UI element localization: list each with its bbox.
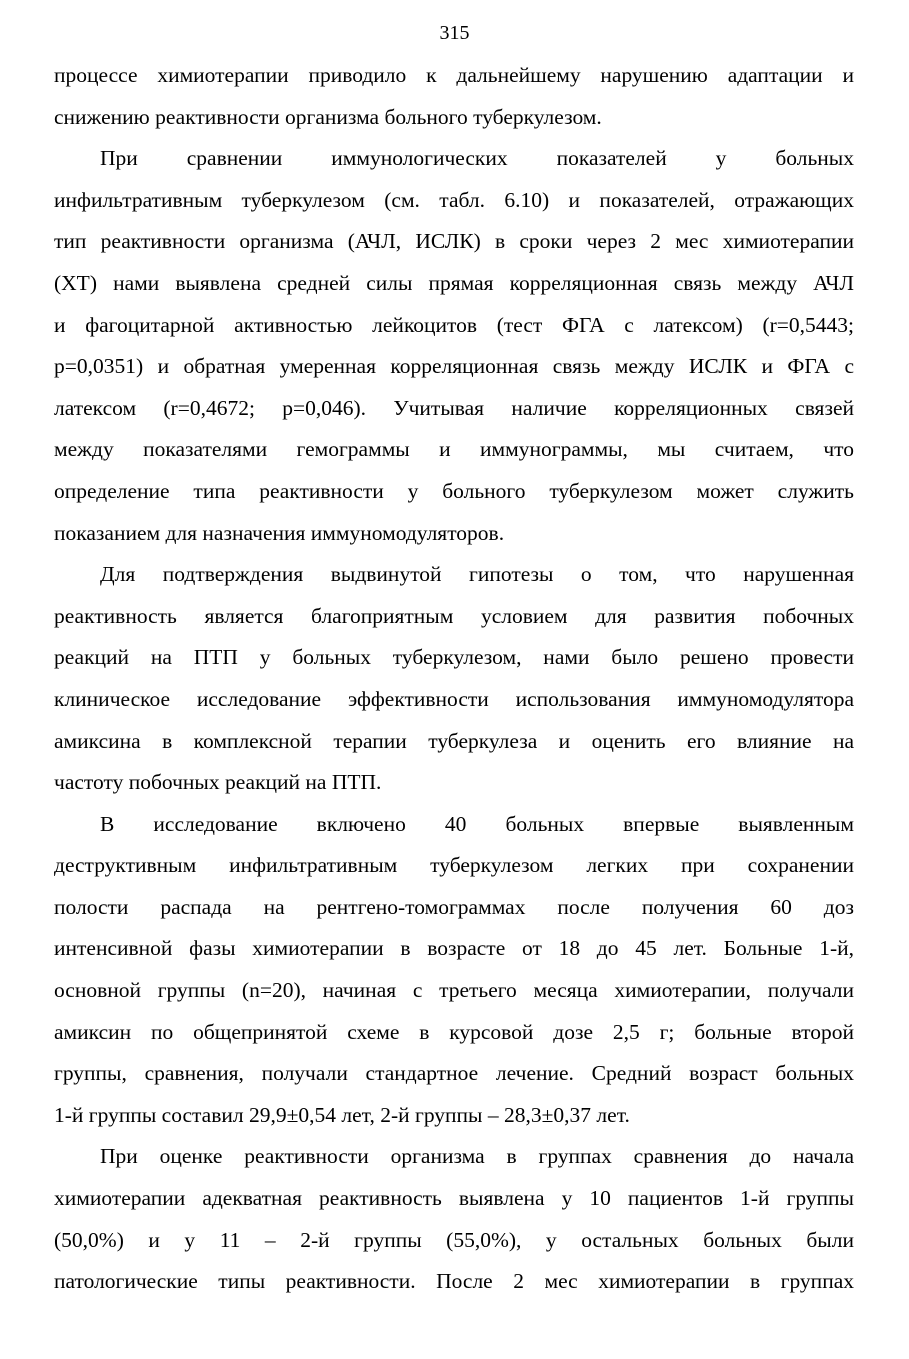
text-line: реакций на ПТП у больных туберкулезом, нами было решено провести — [54, 645, 854, 670]
text-line: инфильтративным туберкулезом (см. табл. 6.10) и показателей, отражающих — [54, 187, 854, 212]
text-line: между показателями гемограммы и иммунограммы, мы считаем, что — [54, 437, 854, 462]
text-line: При оценке реактивности организма в группах сравнения до начала — [100, 1144, 854, 1169]
text-line: химиотерапии адекватная реактивность выявлена у 10 пациентов 1-й группы — [54, 1186, 854, 1211]
text-line: полости распада на рентгено-томограммах после получения 60 доз — [54, 894, 854, 919]
text-line: 1-й группы составил 29,9±0,54 лет, 2-й группы – 28,3±0,37 лет. — [54, 1102, 630, 1127]
text-line: реактивность является благоприятным условием для развития побочных — [54, 603, 854, 628]
text-line: амиксин по общепринятой схеме в курсовой дозе 2,5 г; больные второй — [54, 1019, 854, 1044]
text-line: деструктивным инфильтративным туберкулезом легких при сохранении — [54, 853, 854, 878]
text-line: клиническое исследование эффективности использования иммуномодулятора — [54, 686, 854, 711]
text-line: (50,0%) и у 11 – 2-й группы (55,0%), у остальных больных были — [54, 1227, 854, 1252]
text-line: показанием для назначения иммуномодуляторов. — [54, 520, 505, 545]
text-line: и фагоцитарной активностью лейкоцитов (тест ФГА с латексом) (r=0,5443; — [54, 312, 854, 337]
text-line: частоту побочных реакций на ПТП. — [54, 770, 382, 795]
text-line: основной группы (n=20), начиная с третьего месяца химиотерапии, получали — [54, 978, 854, 1003]
text-line: определение типа реактивности у больного туберкулезом может служить — [54, 478, 854, 503]
text-line: латексом (r=0,4672; p=0,046). Учитывая наличие корреляционных связей — [54, 395, 854, 420]
body-text — [54, 55, 854, 1303]
text-line: p=0,0351) и обратная умеренная корреляционная связь между ИСЛК и ФГА с — [54, 354, 854, 379]
text-line: процессе химиотерапии приводило к дальнейшему нарушению адаптации и — [54, 63, 854, 87]
text-line: патологические типы реактивности. После 2 мес химиотерапии в группах — [54, 1269, 854, 1294]
text-line: (ХТ) нами выявлена средней силы прямая корреляционная связь между АЧЛ — [54, 270, 854, 295]
text-line: группы, сравнения, получали стандартное лечение. Средний возраст больных — [54, 1061, 854, 1086]
text-line: В исследование включено 40 больных впервые выявленным — [100, 811, 854, 836]
text-line: амиксина в комплексной терапии туберкулеза и оценить его влияние на — [54, 728, 854, 753]
text-line: интенсивной фазы химиотерапии в возрасте от 18 до 45 лет. Больные 1-й, — [54, 936, 854, 961]
text-line: снижению реактивности организма больного туберкулезом. — [54, 104, 602, 129]
text-line: Для подтверждения выдвинутой гипотезы о том, что нарушенная — [100, 562, 854, 587]
text-line: При сравнении иммунологических показателей у больных — [100, 146, 854, 171]
text-line: тип реактивности организма (АЧЛ, ИСЛК) в сроки через 2 мес химиотерапии — [54, 229, 854, 254]
page-number: 315 — [439, 22, 470, 44]
